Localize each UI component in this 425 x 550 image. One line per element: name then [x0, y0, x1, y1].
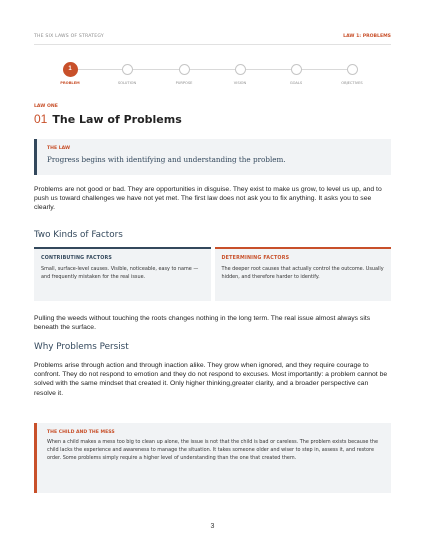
step-purpose[interactable] — [164, 62, 204, 85]
step-label: PROBLEM — [60, 81, 80, 85]
step-label: SOLUTION — [117, 81, 137, 85]
callout-tag: THE CHILD AND THE MESS — [47, 430, 115, 435]
law-number: 01 — [34, 112, 48, 126]
step-goals[interactable] — [276, 62, 316, 85]
callout-text: When a child makes a mess too big to clean up alone, the issue is not that the child is bad or careless. The problem exists because the child lacks the experience and awareness to manage the situation. It takes someone older and wiser to step in, assess it, and restore order. Some problems simply require a higher level of understanding than the one that created them. — [47, 439, 379, 461]
factor-body: Small, surface-level causes. Visible, noticeable, easy to name — and frequently mistaken for the real issue. — [41, 266, 199, 280]
contributing-factors-card — [34, 247, 211, 301]
factors-cards — [34, 247, 391, 301]
law-progress-stepper — [55, 62, 371, 92]
law-tag: LAW ONE — [34, 104, 58, 109]
persist-heading: Why Problems Persist — [34, 342, 129, 352]
step-label: GOALS — [289, 81, 303, 85]
step-dot: 1 — [63, 62, 78, 77]
step-dot — [179, 64, 190, 75]
persist-paragraph: Problems arise through action and through inaction alike. They grow when ignored, and they require courage to confront. They do not respond to emotion and they do not respond to excuses. Most importantly: a problem cannot be solved with the same mindset that created it. Only higher thinking,greater clarity, and a broader perspective can resolve it. — [34, 362, 388, 397]
step-vision[interactable] — [220, 62, 260, 85]
weeds-paragraph: Pulling the weeds without touching the roots changes nothing in the long term. The real issue almost always sits beneath the surface. — [34, 315, 371, 332]
step-solution[interactable] — [107, 62, 147, 85]
step-dot — [291, 64, 302, 75]
step-label: PURPOSE — [175, 81, 193, 85]
step-problem[interactable] — [50, 62, 90, 85]
step-dot — [347, 64, 358, 75]
factor-body: The deeper root causes that actually control the outcome. Usually hidden, and therefore harder to identify. — [221, 266, 384, 280]
law-title-text: The Law of Problems — [52, 113, 182, 126]
step-objectives[interactable] — [332, 62, 372, 85]
story-callout — [34, 423, 391, 493]
page-number: 3 — [210, 523, 215, 530]
callout-tag: THE LAW — [47, 146, 71, 151]
header-divider — [34, 44, 391, 45]
determining-factors-card — [215, 247, 392, 301]
page-title — [34, 112, 182, 127]
step-label: OBJECTIVES — [341, 81, 363, 85]
factors-heading: Two Kinds of Factors — [34, 230, 123, 240]
law-callout — [34, 139, 391, 175]
running-header — [34, 34, 391, 44]
step-label: VISION — [233, 81, 247, 85]
intro-paragraph: Problems are not good or bad. They are opportunities in disguise. They exist to make us grow, to level us up, and to push us toward challenges we have not yet met. The first law does not ask you to fix anything. It asks you to see clearly. — [34, 186, 382, 212]
callout-text: Progress begins with identifying and understanding the problem. — [47, 155, 286, 164]
book-title: THE SIX LAWS OF STRATEGY — [34, 34, 104, 39]
step-dot — [235, 64, 246, 75]
step-dot — [122, 64, 133, 75]
factor-title: DETERMINING FACTORS — [221, 256, 290, 261]
chapter-label: LAW 1: PROBLEMS — [343, 34, 391, 39]
factor-title: CONTRIBUTING FACTORS — [41, 256, 113, 261]
